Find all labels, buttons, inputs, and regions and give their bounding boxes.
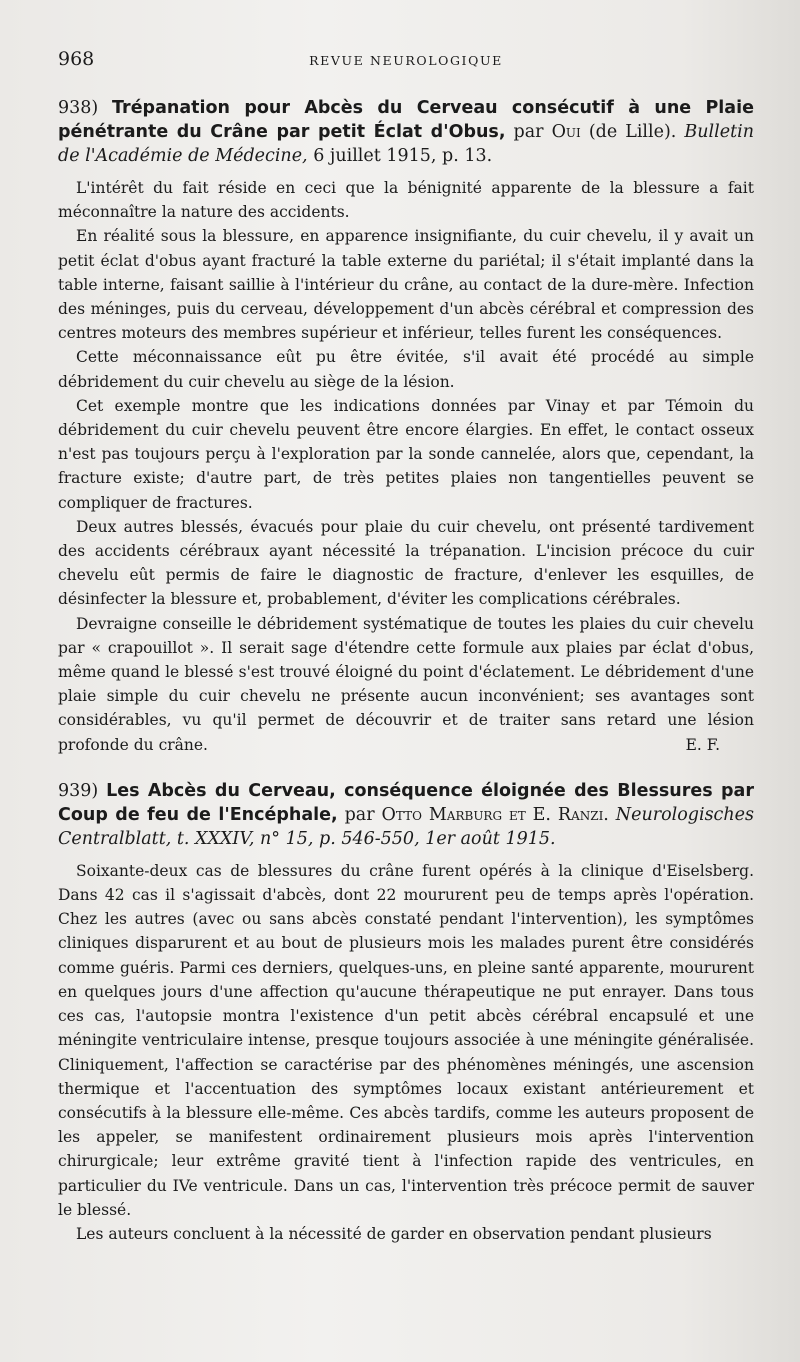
article-939: [58, 779, 754, 1246]
page-header: [58, 48, 754, 82]
author-prefix: par: [513, 122, 544, 142]
paragraph-with-signature: [58, 612, 754, 757]
paragraph: Cette méconnaissance eût pu être évitée, s'il avait été procédé au simple débridement du cuir chevelu au siège de la lésion.: [58, 348, 754, 391]
citation-details: t. XXXIV, n° 15, p. 546-550, 1er août 1915.: [176, 828, 556, 849]
author-affiliation: (de Lille).: [588, 122, 677, 142]
article-number: 939): [58, 780, 99, 801]
paragraph: Les auteurs concluent à la nécessité de garder en observation pendant plusieurs: [76, 1224, 712, 1243]
paragraph: Deux autres blessés, évacués pour plaie du cuir chevelu, ont présenté tardivement des accidents cérébraux ayant nécessité la trépanation. L'incision précoce du cuir chevelu eût permis de faire le diagnostic de fracture, d'enlever les esquilles, de désinfecter la blessure et, probablement, d'éviter les complications cérébrales.: [58, 517, 754, 609]
author-prefix: par: [344, 804, 375, 825]
page-number: 968: [58, 48, 95, 70]
article-938: [58, 96, 754, 757]
paragraph: En réalité sous la blessure, en apparence insignifiante, du cuir chevelu, il y avait un petit éclat d'obus ayant fracturé la table externe du pariétal; il s'était implanté dans la table interne, faisant saillie à l'intérieur du crâne, au contact de la dure-mère. Infection des méninges, puis du cerveau, développement d'un abcès cérébral et compression des centres moteurs des membres supérieur et inférieur, telles furent les conséquences.: [58, 227, 754, 343]
paragraph: L'intérêt du fait réside en ceci que la bénignité apparente de la blessure a fait méconnaître la nature des accidents.: [58, 179, 754, 222]
running-title: REVUE NEUROLOGIQUE: [309, 53, 503, 68]
paragraph: Cet exemple montre que les indications données par Vinay et par Témoin du débridement du cuir chevelu peuvent être encore élargies. En effet, le contact osseux n'est pas toujours perçu à l'exploration par la sonde cannelée, alors que, cependant, la fracture existe; d'autre part, de très petites plaies non tangentielles peuvent se compliquer de fractures.: [58, 396, 754, 512]
signature: E. F.: [685, 735, 720, 754]
article-939-heading: [58, 779, 754, 851]
citation-details: 6 juillet 1915, p. 13.: [313, 146, 493, 166]
author-names: Otto Marburg et E. Ranzi.: [381, 804, 609, 825]
author-name: Oui: [551, 122, 581, 142]
article-title: Trépanation pour Abcès du Cerveau consécutif à une Plaie pénétrante du Crâne par petit Éclat d'Obus,: [58, 98, 754, 142]
article-938-heading: [58, 96, 754, 168]
paragraph: Soixante-deux cas de blessures du crâne furent opérés à la clinique d'Eiselsberg. Dans 42 cas il s'agissait d'abcès, dont 22 moururent peu de temps après l'opération. Chez les autres (avec ou sans abcès constaté pendant l'intervention), les symptômes cliniques disparurent et au bout de plusieurs mois les malades purent être considérés comme guéris. Parmi ces derniers, quelques-uns, en pleine santé apparente, moururent en quelques jours d'une affection qu'aucune thérapeutique ne put enrayer. Dans tous ces cas, l'autopsie montra l'existence d'un petit abcès cérébral encapsulé et une méningite ventriculaire intense, presque toujours associée à une méningite généralisée. Cliniquement, l'affection se caractérise par des phénomènes méningés, une ascension thermique et l'accentuation des symptômes locaux existant antérieurement et consécutifs à la blessure elle-même. Ces abcès tardifs, comme les auteurs proposent de les appeler, se manifestent ordinairement plusieurs mois après l'intervention chirurgicale; leur extrême gravité tient à l'infection rapide des ventricules, en particulier du IVe ventricule. Dans un cas, l'intervention très précoce permit de sauver le blessé.: [58, 861, 754, 1219]
article-number: 938): [58, 98, 99, 118]
journal-name: Neurologisches Centralblatt,: [58, 804, 754, 849]
paragraph-text: Devraigne conseille le débridement systématique de toutes les plaies du cuir chevelu par « crapouillot ». Il serait sage d'étendre cette formule aux plaies par éclat d'obus, même quand le blessé s'est trouvé éloigné du point d'éclatement. Le débridement d'une plaie simple du cuir chevelu ne présente aucun inconvénient; ses avantages sont considérables, vu qu'il permet de découvrir et de traiter sans retard une lésion profonde du crâne.: [58, 614, 754, 754]
journal-name: Bulletin de l'Académie de Médecine,: [58, 122, 754, 166]
article-title: Les Abcès du Cerveau, conséquence éloignée des Blessures par Coup de feu de l'Encéphale,: [58, 780, 754, 825]
